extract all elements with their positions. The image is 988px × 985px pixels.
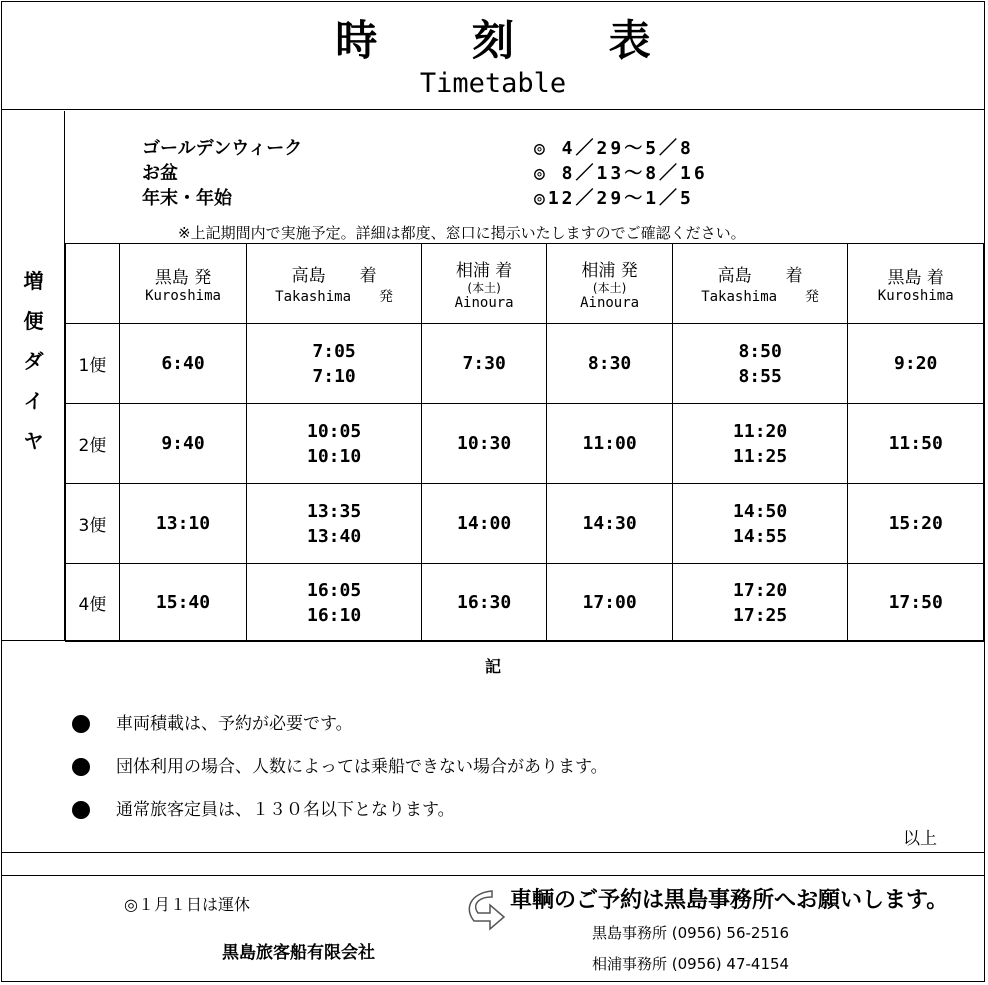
- bullet-icon: [72, 758, 90, 776]
- period-date-row: [534, 161, 708, 186]
- corner-cell: [66, 244, 120, 324]
- header-row: [66, 244, 984, 324]
- trip-label: 3便: [66, 484, 120, 564]
- reservation-notice: 車輌のご予約は黒島事務所へお願いします。: [510, 888, 949, 913]
- list-item: 通常旅客定員は、１３０名以下となります。: [72, 788, 608, 831]
- period-note: ※上記期間内で実施予定。詳細は都度、窓口に掲示いたしますのでご確認ください。: [178, 224, 746, 242]
- time-cell: 13:35 13:40: [247, 484, 422, 564]
- time-cell: 17:20 17:25: [672, 564, 848, 642]
- period-date: 4／29～5／8: [547, 138, 694, 159]
- time-cell: 17:00: [547, 564, 672, 642]
- column-header: 相浦 着 (本土) Ainoura: [421, 244, 546, 324]
- side-label-column: [2, 111, 65, 641]
- divider: [2, 109, 984, 110]
- trip-label: 1便: [66, 324, 120, 404]
- notes-list: [72, 702, 608, 831]
- period-name: お盆: [142, 163, 178, 184]
- notes-heading: 記: [484, 657, 501, 676]
- side-char: ダ: [23, 349, 44, 373]
- time-cell: 7:05 7:10: [247, 324, 422, 404]
- time-cell: 8:50 8:55: [672, 324, 848, 404]
- time-cell: 7:30: [421, 324, 546, 404]
- double-circle-icon: ◎: [534, 188, 548, 209]
- office-contact: 黒島事務所 (0956) 56-2516: [592, 924, 790, 942]
- list-item: 車両積載は、予約が必要です。: [72, 702, 608, 745]
- period-dates: [534, 136, 708, 211]
- holiday-note: ◎１月１日は運休: [124, 895, 250, 914]
- time-cell: 6:40: [119, 324, 247, 404]
- bullet-icon: [72, 801, 90, 819]
- page-subtitle: Timetable: [419, 68, 567, 99]
- bullet-icon: [72, 715, 90, 733]
- timetable-page: [1, 1, 985, 982]
- period-date-row: [534, 136, 708, 161]
- side-char: 増: [23, 269, 44, 293]
- time-cell: 10:05 10:10: [247, 404, 422, 484]
- divider: [2, 640, 984, 641]
- time-cell: 11:50: [848, 404, 984, 484]
- period-date: 8／13～8／16: [547, 163, 708, 184]
- column-header: 相浦 発 (本土) Ainoura: [547, 244, 672, 324]
- time-cell: 17:50: [848, 564, 984, 642]
- side-char: 便: [23, 309, 44, 333]
- table-row: [66, 404, 984, 484]
- table-row: [66, 324, 984, 404]
- list-item: 団体利用の場合、人数によっては乗船できない場合があります。: [72, 745, 608, 788]
- period-name: ゴールデンウィーク: [142, 138, 303, 159]
- time-cell: 9:20: [848, 324, 984, 404]
- office-contact: 相浦事務所 (0956) 47-4154: [592, 955, 790, 973]
- time-cell: 14:50 14:55: [672, 484, 848, 564]
- time-cell: 14:30: [547, 484, 672, 564]
- divider: [2, 852, 984, 853]
- double-circle-icon: ◎: [534, 138, 548, 159]
- trip-label: 2便: [66, 404, 120, 484]
- divider: [2, 875, 984, 876]
- side-char: ヤ: [23, 429, 44, 453]
- time-cell: 16:30: [421, 564, 546, 642]
- period-name: 年末・年始: [142, 188, 232, 209]
- time-cell: 15:20: [848, 484, 984, 564]
- period-names: [142, 136, 302, 211]
- period-date: 12／29～1／5: [547, 188, 694, 209]
- closing-mark: 以上: [903, 829, 937, 849]
- table-row: [66, 564, 984, 642]
- column-header: 高島 着 Takashima 発: [672, 244, 848, 324]
- table-row: [66, 484, 984, 564]
- time-cell: 11:20 11:25: [672, 404, 848, 484]
- period-date-row: [534, 186, 708, 211]
- company-name: 黒島旅客船有限会社: [222, 943, 375, 963]
- time-cell: 16:05 16:10: [247, 564, 422, 642]
- time-cell: 14:00: [421, 484, 546, 564]
- page-title: 時 刻 表: [335, 16, 691, 65]
- time-cell: 15:40: [119, 564, 247, 642]
- side-label: [2, 261, 65, 461]
- trip-label: 4便: [66, 564, 120, 642]
- curved-arrow-icon: [462, 887, 508, 937]
- side-char: イ: [23, 389, 44, 413]
- double-circle-icon: ◎: [534, 163, 548, 184]
- time-cell: 11:00: [547, 404, 672, 484]
- column-header: 高島 着 Takashima 発: [247, 244, 422, 324]
- time-cell: 8:30: [547, 324, 672, 404]
- time-cell: 9:40: [119, 404, 247, 484]
- timetable: [65, 243, 984, 642]
- column-header: 黒島 発 Kuroshima: [119, 244, 247, 324]
- time-cell: 13:10: [119, 484, 247, 564]
- time-cell: 10:30: [421, 404, 546, 484]
- column-header: 黒島 着 Kuroshima: [848, 244, 984, 324]
